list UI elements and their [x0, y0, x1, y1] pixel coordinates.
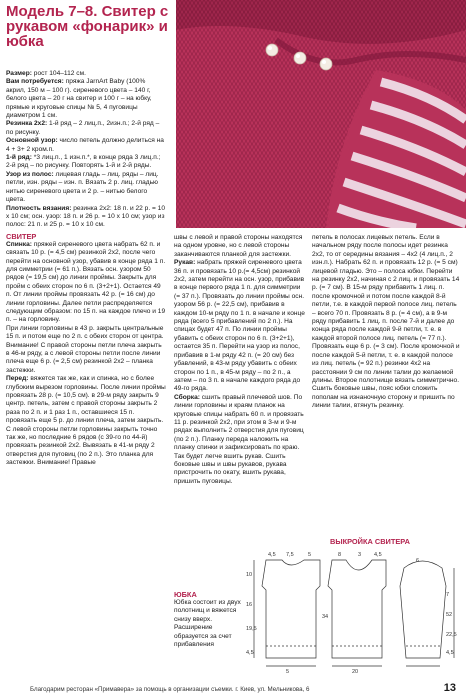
pattern-title: ВЫКРОЙКА СВИТЕРА	[330, 537, 410, 546]
paragraph: 1-й ряд: *3 лиц.п., 1 изн.п.*, в конце ряда 3 лиц.п.; 2-й ряд – по рисунку. Повторять 1-й и 2-й ряды.	[6, 154, 161, 170]
dim-label: 10	[246, 572, 253, 578]
back-piece-outline	[262, 560, 320, 658]
sweater-photo	[176, 0, 466, 228]
dim-label: 20	[352, 669, 359, 674]
page-number: 13	[443, 682, 456, 694]
paragraph: Размер: рост 104–112 см.	[6, 70, 86, 77]
sweater-illustration	[176, 0, 466, 228]
paragraph: Вам потребуется: пряжа JarnArt Baby (100% акрил, 150 м – 100 г). сиреневого цвета – 140 г, белого цвета – 20 г на свитер и 100 г – на юбку, прямые и круговые спицы № 5, 4 пуговицы диаметром 1 см.	[6, 78, 152, 120]
dim-label: 16	[246, 602, 253, 608]
dim-label: 3	[358, 552, 362, 558]
dim-label: 4,5	[246, 650, 254, 656]
paragraph: При линии горловины в 43 р. закрыть центральные 15 п. и потом еще по 2 п. с обеих сторон от центра. Внимание! С правой стороны петли плеча закрыть в 46-м ряду, а с левой стороны петли после линии плеча еще 6 р. (= 2,5 см) резинкой 2х2 – планка застежки.	[6, 324, 164, 374]
dim-label: 4,5	[268, 552, 276, 558]
dim-label: 52	[446, 612, 453, 618]
dim-label: 6	[416, 558, 420, 564]
dim-label: 22,5	[446, 632, 457, 638]
sleeve-piece-outline	[400, 561, 446, 658]
paragraph: Юбка состоит из двух полотнищ и вяжется снизу вверх. Расширение образуется за счет прибавления	[174, 599, 241, 649]
section-heading-sweater: СВИТЕР	[6, 231, 37, 241]
section-heading-skirt: ЮБКА	[174, 590, 197, 599]
column-right	[312, 234, 460, 411]
dim-label: 5	[286, 669, 290, 674]
dim-label: 34	[322, 614, 329, 620]
paragraph: Рукав: набрать пряжей сиреневого цвета 36 п. и провязать 10 р.(= 4,5см) резинкой 2х2, затем перейти на осн. узор, прибавив в конце первого ряда 1 п. для симметрии (= 37 п.). Провязать до линии проймы осн. узором 56 р. (= 22,5 см), прибавив в каждом 10-м ряду по 1 п. в начале и конце ряда (всего 5 прибавлений по 2 п.). На спицах будет 47 п. По линии проймы убавить с обеих сторон по 6 п. (3+2+1), остается 35 п. Перейти на узор из полос, прибавив в 1-м ряду 42 п. (= 20 см) без убавлений, в 43-м ряду убавить с обеих сторон по 1 п., в 45-м ряду – по 2 п., а затем – по 3 п. в начале каждого ряда до 49-го ряда.	[174, 259, 305, 393]
paragraph: Основной узор: число петель должно делиться на 4 + 3+ 2 кром.п.	[6, 137, 164, 153]
dim-label: 5	[308, 552, 312, 558]
footer-credit: Благодарим ресторан «Примавера» за помощь в организации съемки. г. Киев, ул. Мельникова, 6	[30, 686, 310, 693]
column-middle	[174, 234, 308, 486]
sweater-pattern-diagram	[246, 546, 460, 674]
column-left	[6, 70, 166, 468]
pattern-svg	[246, 546, 460, 674]
front-piece-outline	[328, 560, 386, 658]
page-title: Модель 7–8. Свитер с рукавом «фонарик» и юбка	[6, 3, 169, 50]
dim-label: 7,5	[286, 552, 294, 558]
paragraph: Плотность вязания: резинка 2х2: 18 п. и 22 р. = 10 х 10 см; осн. узор: 18 п. и 26 р. = 10 х 10 см; узор из полос: 21 п. и 25 р. = 10 х 10 см.	[6, 204, 166, 229]
paragraph: швы с левой и правой стороны находятся на одном уровне, но с левой стороны заканчиваются планкой для застежки.	[174, 234, 303, 258]
paragraph: Сборка: сшить правый плечевой шов. По линии горловины и краям планок на круговые спицы набрать 60 п. и провязать 11 р. резинкой 2х2, при этом в 3-м и 9-м рядах выполнить 2 отверстия для пуговиц (по 2 п.). Планку переда наложить на планку спинки и зафиксировать по краю. Так будет легче вшить рукав. Сшить боковые швы и швы рукавов, рукава пристрочить по окату, вшить рукава, пришить пуговицы.	[174, 393, 304, 485]
paragraph: Узор из полос: лицевая гладь – лиц. ряды – лиц. петли, изн. ряды – изн. п. Вязать 2 р. лиц. гладью нитью сиреневого цвета и 2 р. – нитью белого цвета.	[6, 170, 159, 204]
dim-label: 7	[446, 592, 450, 598]
paragraph: Спинка: пряжей сиреневого цвета набрать 62 п. и связать 10 р. (= 4,5 см) резинкой 2х2, после чего перейти на основной узор, убавив в конце ряда 1 п. для симметрии (= 61 п.). Вязать осн. узором 50 рядов (= 19,5 см) до линии проймы. Закрыть для пройм с обеих сторон по 6 п. (3+2+1). Остается 49 п. От линии проймы провязать 42 р. (= 16 см) до линии горловины. Далее петли распределяется следующим образом: по 15 п. на каждое плечо и 19 п. – на горловину.	[6, 240, 166, 324]
dim-label: 19,5	[246, 626, 257, 632]
dim-label: 4,5	[446, 650, 454, 656]
paragraph: Резинка 2х2: 1-й ряд – 2 лиц.п., 2изн.п.; 2-й ряд – по рисунку.	[6, 120, 160, 136]
paragraph: Сшить боковые швы, пояс юбки сложить пополам на изнаночную сторону и пришить по линии талии, втянуть резинку.	[312, 385, 455, 410]
skirt-section	[174, 590, 248, 649]
dim-label: 8	[338, 552, 342, 558]
dim-label: 4,5	[374, 552, 382, 558]
paragraph: Перед: вяжется так же, как и спинка, но с более глубоким вырезом горловины. После линии проймы провязать 28 р. (= 10,5 см). в 29-м ряду закрыть 9 центр. петель, затем с правой стороны закрыть 2 раза по 2 п. и 1 раз 1 п., оставшиеся 15 п. провязать еще 5 р. до линии плеча, затем закрыть. С левой стороны петли горловины закрыть точно так же, но последние 6 рядов (с 39-го по 44-й) провязать резинкой 2х2. Вывязать в 41-м ряду 2 отверстия для пуговиц (по 2 п.). Это планка для застежки. Внимание! Правые	[6, 375, 166, 467]
paragraph: петель в полосах лицевых петель. Если в начальном ряду после полосы идет резинка 2х2, то от середины вязания – 4х2 (4 лиц.п., 2 изн.п.). Набрать 62 п. и провязать 12 р. (= 5 см) лицевой гладью. Это – полоса юбки. Перейти на резинку 2х2, начиная с 2 лиц. и провязать 14 р. (= 7 см). В 15-м ряду прибавить 1 лиц. п. после кромочной и потом после каждой 8-й петли, т.е. в каждой первой полосе лиц. петель – всего 70 п. Провязать 8 р. (= 4 см), а в 9-м ряду прибавить 1 лиц. п. после 7-й и далее до конца ряда после каждой 9-й петли, т. е. в каждой второй полосе лиц. петель (= 77 п.). Провязать еще 6 р. (= 3 см). После кромочной и после каждой 5-й петли, т. е. в каждой полосе из лиц. петель (= 92 п.) резинки 4х2 на расстоянии 9 см по линии талии до желаемой длины. Второе полотнище вязать симметрично.	[312, 234, 460, 384]
